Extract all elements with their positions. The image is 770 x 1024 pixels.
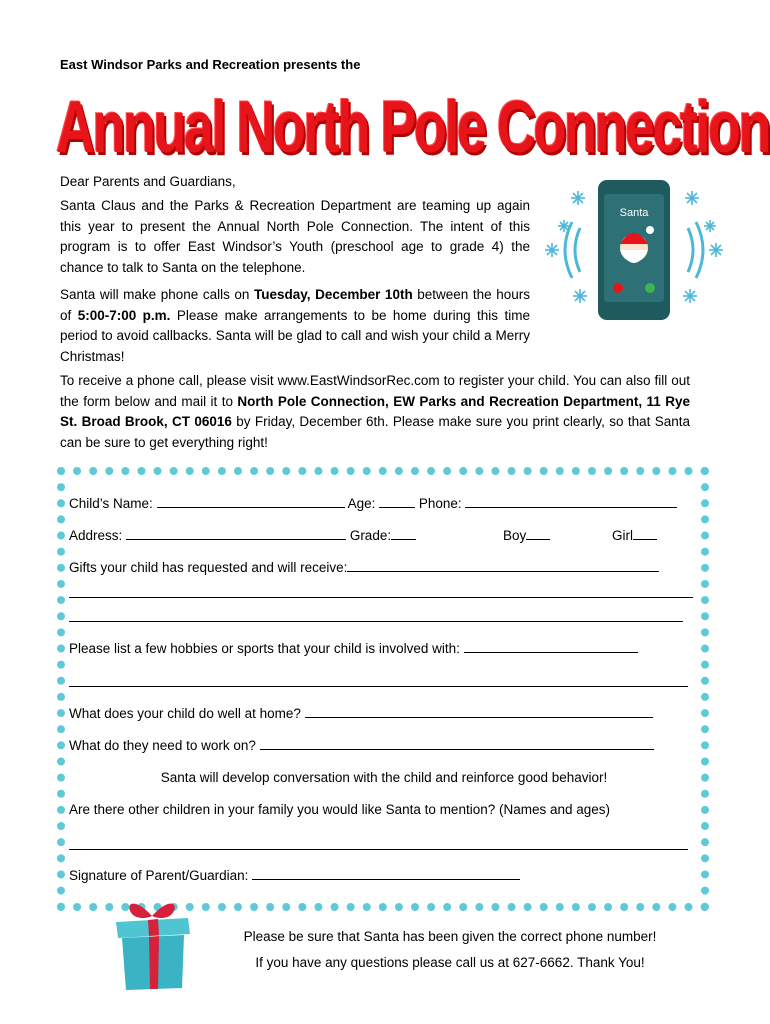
page-title: Annual North Pole Connection: [56, 87, 769, 169]
footer-line-1: Please be sure that Santa has been given the correct phone number!: [243, 929, 657, 944]
form-row-do-well: What does your child do well at home?: [69, 705, 653, 721]
santa-note: Santa will develop conversation with the child and reinforce good behavior!: [160, 770, 608, 785]
form-row-hobbies: Please list a few hobbies or sports that your child is involved with:: [69, 640, 638, 656]
other-children-line[interactable]: [69, 837, 688, 850]
age-field[interactable]: [379, 495, 415, 508]
hobbies-line-2[interactable]: [69, 674, 688, 687]
form-row-name: Child’s Name: Age: Phone:: [69, 495, 677, 511]
gift-box-icon: [112, 894, 192, 992]
form-row-other-children: Are there other children in your family you would like Santa to mention? (Names and ages): [69, 802, 611, 817]
footer-line-2: If you have any questions please call us at 627-6662. Thank You!: [255, 955, 645, 970]
childs-name-field[interactable]: [157, 495, 345, 508]
address-field[interactable]: [126, 527, 346, 540]
form-row-address: Address: Grade:: [69, 527, 416, 543]
greeting: Dear Parents and Guardians,: [60, 174, 236, 189]
girl-option: Girl: [612, 527, 657, 543]
paragraph-register: To receive a phone call, please visit www.EastWindsorRec.com to register your child. You can also fill out the form below and mail it to North Pole Connection, EW Parks and Recreation Department, 11 Rye St. Broad Brook, CT 06016 by Friday, December 6th. Please make sure you print clearly, so that Santa can be sure to get everything right!: [60, 373, 690, 450]
grade-field[interactable]: [391, 527, 416, 540]
gifts-line-3[interactable]: [69, 609, 683, 622]
boy-field[interactable]: [526, 527, 550, 540]
paragraph-schedule: Santa will make phone calls on Tuesday, December 10th between the hours of 5:00-7:00 p.m. Please make arrangements to be home during this time period to avoid callbacks. Santa will be glad to call and wish your child a Merry Christmas!: [60, 287, 530, 364]
hobbies-field[interactable]: [464, 640, 638, 653]
gifts-field[interactable]: [347, 559, 659, 572]
phone-field[interactable]: [465, 495, 677, 508]
form-row-work-on: What do they need to work on?: [69, 737, 654, 753]
signature-field[interactable]: [252, 867, 520, 880]
gifts-line-2[interactable]: [69, 585, 693, 598]
do-well-field[interactable]: [305, 705, 653, 718]
girl-field[interactable]: [633, 527, 657, 540]
phone-screen-label: Santa: [619, 207, 649, 219]
work-on-field[interactable]: [260, 737, 654, 750]
boy-option: Boy: [503, 527, 550, 543]
form-row-signature: Signature of Parent/Guardian:: [69, 867, 520, 883]
santa-phone-icon: [540, 178, 730, 323]
form-row-gifts: Gifts your child has requested and will receive:: [69, 559, 659, 575]
paragraph-intro: Santa Claus and the Parks & Recreation Department are teaming up again this year to present the Annual North Pole Connection. The intent of this program is to offer East Windsor’s Youth (preschool age to grade 4) the chance to talk to Santa on the telephone.: [60, 198, 530, 275]
presenter-text: East Windsor Parks and Recreation presents the: [60, 57, 361, 72]
